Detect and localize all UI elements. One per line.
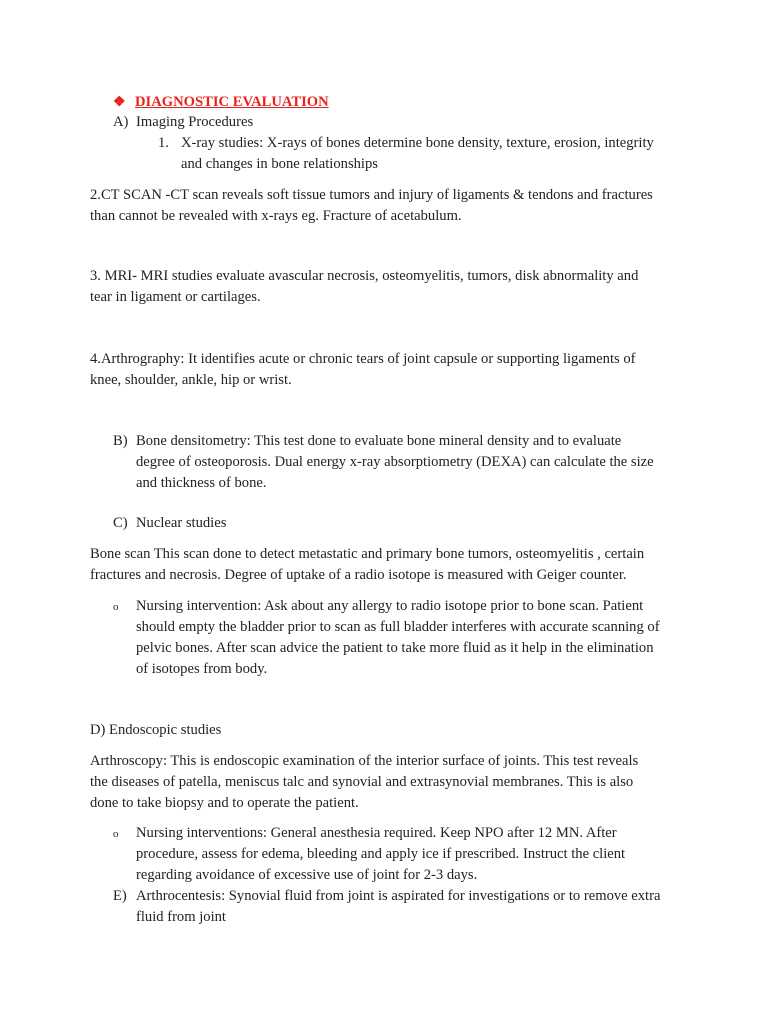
text-line: 3. MRI- MRI studies evaluate avascular necrosis, osteomyelitis, tumors, disk abnormality and — [90, 268, 639, 284]
text-line: procedure, assess for edema, bleeding and apply ice if prescribed. Instruct the client — [136, 846, 626, 862]
text-line: and changes in bone relationships — [181, 156, 378, 172]
text-line: 4.Arthrography: It identifies acute or chronic tears of joint capsule or supporting ligaments of — [90, 351, 636, 367]
text-line: Nursing interventions: General anesthesia required. Keep NPO after 12 MN. After — [136, 825, 617, 841]
xray-list-item — [158, 133, 169, 154]
text-line: regarding avoidance of excessive use of joint for 2-3 days. — [136, 867, 478, 883]
section-d-title: D) Endoscopic studies — [90, 722, 222, 738]
text-line: Arthrocentesis: Synovial fluid from joint is aspirated for investigations or to remove extra — [136, 888, 661, 904]
ct-scan-paragraph — [90, 185, 653, 227]
bone-scan-paragraph — [90, 544, 644, 586]
text-line: tear in ligament or cartilages. — [90, 289, 261, 305]
text-line: fluid from joint — [136, 909, 226, 925]
text-line: and thickness of bone. — [136, 475, 267, 491]
section-heading — [113, 92, 329, 113]
section-c-title: Nuclear studies — [136, 515, 227, 531]
text-line: knee, shoulder, ankle, hip or wrist. — [90, 372, 292, 388]
arthrography-paragraph — [90, 349, 636, 391]
section-b-marker: B) — [113, 433, 128, 449]
nursing-intervention-1-text — [136, 596, 660, 680]
text-line: X-ray studies: X-rays of bones determine bone density, texture, erosion, integrity — [181, 135, 654, 151]
list-item-number: 1. — [158, 135, 169, 151]
text-line: 2.CT SCAN -CT scan reveals soft tissue tumors and injury of ligaments & tendons and fractures — [90, 187, 653, 203]
text-line: Arthroscopy: This is endoscopic examination of the interior surface of joints. This test reveals — [90, 753, 639, 769]
mri-paragraph — [90, 266, 638, 308]
section-a-marker: A) — [113, 114, 129, 130]
text-line: Bone densitometry: This test done to evaluate bone mineral density and to evaluate — [136, 433, 622, 449]
text-line: fractures and necrosis. Degree of uptake of a radio isotope is measured with Geiger counter. — [90, 567, 627, 583]
text-line: Nursing intervention: Ask about any allergy to radio isotope prior to bone scan. Patient — [136, 598, 644, 614]
text-line: should empty the bladder prior to scan as full bladder interferes with accurate scanning of — [136, 619, 660, 635]
section-a-label — [113, 112, 254, 133]
diamond-bullet-icon: ❖ — [113, 95, 126, 110]
text-line: Bone scan This scan done to detect metastatic and primary bone tumors, osteomyelitis , certain — [90, 546, 645, 562]
arthrocentesis-text — [136, 886, 660, 928]
section-c-marker: C) — [113, 515, 128, 531]
text-line: degree of osteoporosis. Dual energy x-ray absorptiometry (DEXA) can calculate the size — [136, 454, 654, 470]
section-a-title: Imaging Procedures — [136, 114, 254, 130]
text-line: than cannot be revealed with x-rays eg. Fracture of acetabulum. — [90, 208, 462, 224]
nursing-intervention-2-text — [136, 823, 625, 886]
section-e-marker: E) — [113, 888, 127, 904]
bone-densitometry-text — [136, 431, 654, 494]
text-line: pelvic bones. After scan advice the patient to take more fluid as it help in the elimination — [136, 640, 654, 656]
document-page: ❖ DIAGNOSTIC EVALUATION A) Imaging Procedures 1. X-ray studies: X-rays of bones determine bone density, texture, erosion, integrity and changes in bone relationships 2.CT SCAN -CT scan reveals soft tissue tumors and injury of ligaments & tendons and fractures than cannot be revealed with x-rays eg. Fracture of acetabulum. 3. MRI- MRI studies evaluate avascular necrosis, osteomyelitis, tumors, disk abnormality and tear in ligament or cartilages. 4.Arthrography: It identifies acute or chronic tears of joint capsule or supporting ligaments of knee, shoulder, ankle, hip or wrist. B) Bone densitometry: This test done to evaluate bone mineral density and to evaluate degree of osteoporosis. Dual energy x-ray absorptiometry (DEXA) can calculate the size and thickness of bone. C) Nuclear studies Bone scan This scan done to detect metastatic and primary bone tumors, osteomyelitis , certain fractures and necrosis. Degree of uptake of a radio isotope is measured with Geiger counter. o Nursing intervention: Ask about any allergy to radio isotope prior to bone scan. Patient should empty the bladder prior to scan as full bladder interferes with accurate scanning of pelvic bones. After scan advice the patient to take more fluid as it help in the elimination of isotopes from body. D) Endoscopic studies Arthroscopy: This is endoscopic examination of the interior surface of joints. This test reveals the diseases of patella, meniscus talc and synovial and extrasynovial membranes. This is also done to take biopsy and to operate the patient. o Nursing interventions: General anesthesia required. Keep NPO after 12 MN. After procedure, assess for edema, bleeding and apply ice if prescribed. Instruct the client regarding avoidance of excessive use of joint for 2-3 days. E) Arthrocentesis: Synovial fluid from joint is aspirated for investigations or to remove extra fluid from joint — [0, 0, 768, 1024]
heading-title: DIAGNOSTIC EVALUATION — [135, 94, 329, 110]
text-line: of isotopes from body. — [136, 661, 268, 677]
text-line: done to take biopsy and to operate the patient. — [90, 795, 359, 811]
xray-item-text — [181, 133, 654, 175]
text-line: the diseases of patella, meniscus talc and synovial and extrasynovial membranes. This is also — [90, 774, 634, 790]
arthroscopy-paragraph — [90, 751, 638, 814]
